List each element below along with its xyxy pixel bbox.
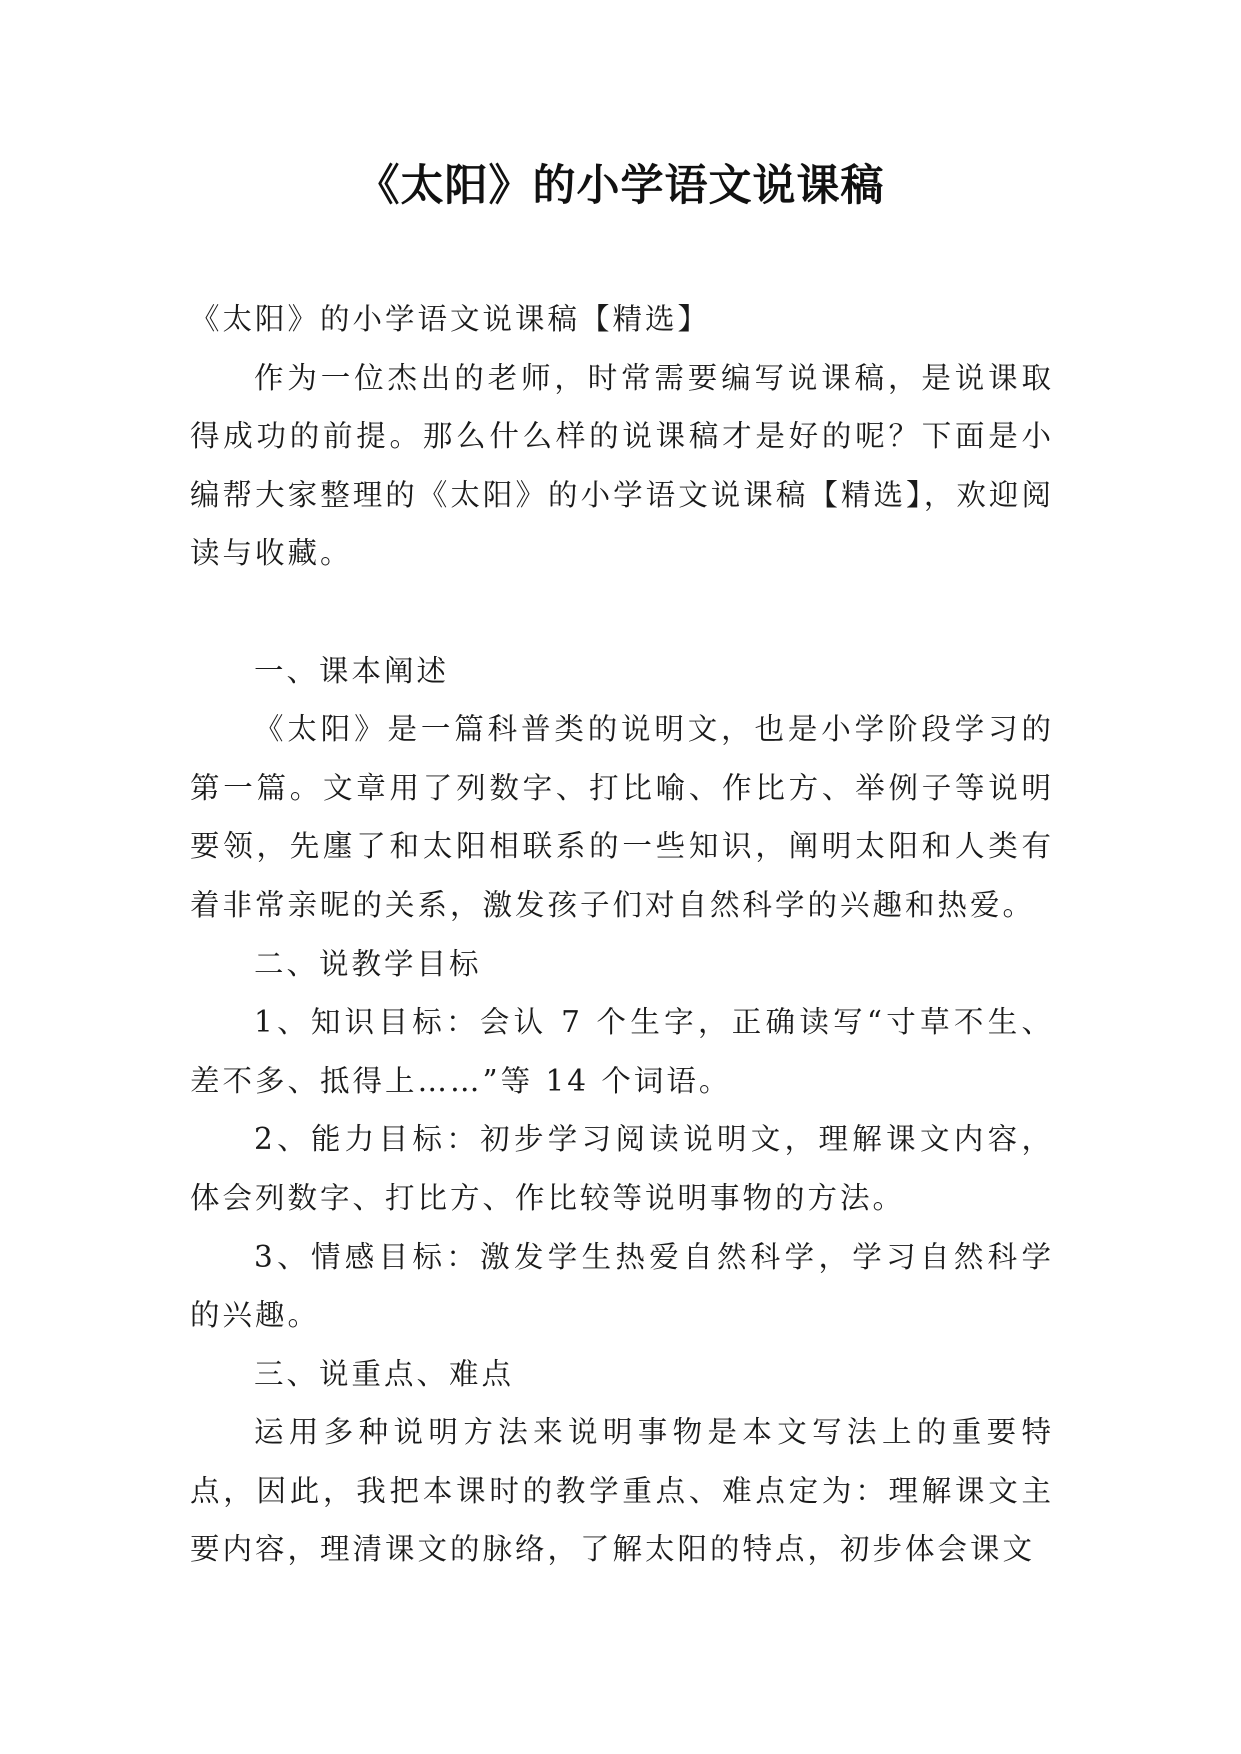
goal-knowledge-paragraph: 1、知识目标：会认 7 个生字，正确读写“寸草不生、差不多、抵得上……”等 14 个词语。 <box>190 1005 1054 1098</box>
section-heading-2: 二、说教学目标 <box>254 946 482 981</box>
section-3-paragraph: 运用多种说明方法来说明事物是本文写法上的重要特点，因此，我把本课时的教学重点、难点定为：理解课文主要内容，理清课文的脉络，了解太阳的特点，初步体会课文 <box>190 1415 1054 1567</box>
goal-emotion-paragraph: 3、情感目标：激发学生热爱自然科学，学习自然科学的兴趣。 <box>190 1239 1054 1333</box>
document-title: 《太阳》的小学语文说课稿 <box>356 161 885 211</box>
blank-line <box>190 583 1054 642</box>
document-body <box>190 290 1054 1579</box>
goal-ability-paragraph: 2、能力目标：初步学习阅读说明文，理解课文内容，体会列数字、打比方、作比较等说明事物的方法。 <box>190 1122 1054 1215</box>
section-heading-3: 三、说重点、难点 <box>254 1356 515 1391</box>
intro-paragraph: 作为一位杰出的老师，时常需要编写说课稿，是说课取得成功的前提。那么什么样的说课稿才是好的呢？下面是小编帮大家整理的《太阳》的小学语文说课稿【精选】，欢迎阅读与收藏。 <box>190 360 1054 571</box>
subtitle-line: 《太阳》的小学语文说课稿【精选】 <box>190 302 711 336</box>
section-1-paragraph: 《太阳》是一篇科普类的说明文，也是小学阶段学习的第一篇。文章用了列数字、打比喻、作比方、举例子等说明要领，先廛了和太阳相联系的一些知识，阐明太阳和人类有着非常亲昵的关系，激发孩子们对自然科学的兴趣和热爱。 <box>190 712 1054 922</box>
section-heading-1: 一、课本阐述 <box>254 653 450 688</box>
